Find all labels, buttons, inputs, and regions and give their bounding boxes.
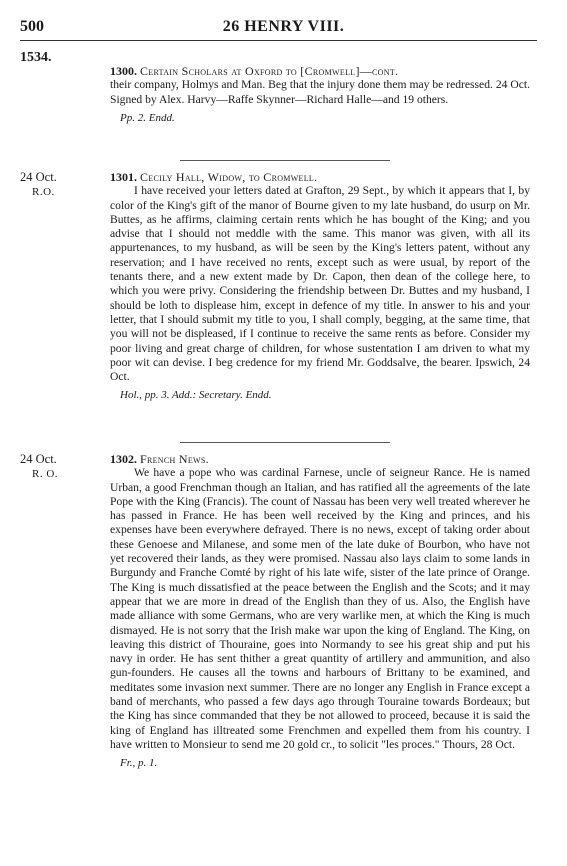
header-rule	[20, 40, 537, 41]
entry-separator	[180, 160, 390, 161]
margin-year: 1534.	[20, 50, 52, 65]
running-title: 26 HENRY VIII.	[222, 18, 345, 35]
entry-number: 1301.	[110, 170, 137, 184]
entry-text: We have a pope who was cardinal Farnese, uncle of seigneur Rance. He is named Urban, a good Frenchman though an Italian, and has ratified all the agreements of the late Pope with the King (Francis). The count of Nassau has been very well treated wherever he has passed in France. He has been well received by the King and princes, and his expenses have been everywhere defrayed. There is no news, except of taking order about these Genoese and Milanese, and some men of the late duke of Bourbon, who have not yet recovered their lands, as they were promised. Nassau also lays claim to some lands in Burgundy and Franche Comté by right of his late wife, sister of the late prince of Orange. The King is much dissatisfied at the peace between the English and the Scots; and it may appear that we are more in dread of the English than they of us. Also, the English have made alliance with some Germans, who are very warlike men, at which the King is much dismayed. He is not sorry that the Irish make war upon the king of England. The King, on leaving this district of Thouraine, goes into Normandy to see his great ship and put his navy in order. He has sent thither a great quantity of artillery and ammunition, and also gun-founders. He causes all the towns and harbours of Brittany to be examined, and meditates some invasion next summer. There are no longer any English in France except a band of merchants, who passed a few days ago through Touraine towards Bordeaux; but the King has since commanded that they be not allowed to proceed, because it is said the king of England has illtreated some Frenchmen and expelled them from his country. I have written to Monsieur to send me 20 gold cr., to solicit "les proces." Thours, 28 Oct.	[110, 466, 530, 751]
entry-1301	[110, 170, 530, 403]
margin-date: 24 Oct.	[20, 452, 57, 466]
entry-meta: Pp. 2. Endd.	[120, 111, 175, 124]
entry-1300	[110, 64, 530, 125]
entry-1302	[110, 452, 530, 771]
page-header	[0, 18, 567, 38]
page-number: 500	[20, 18, 44, 35]
entry-number: 1302.	[110, 452, 137, 466]
entry-heading	[110, 452, 530, 466]
entry-title: French News.	[140, 452, 209, 466]
margin-source: R. O.	[32, 468, 59, 480]
entry-separator	[180, 442, 390, 443]
margin-date: 24 Oct.	[20, 170, 57, 184]
entry-meta: Fr., p. 1.	[120, 757, 158, 770]
entry-heading	[110, 170, 530, 184]
entry-title: Certain Scholars at Oxford to [Cromwell]—cont.	[140, 64, 399, 78]
entry-text: I have received your letters dated at Grafton, 29 Sept., by which it appears that I, by color of the King's gift of the manor of Bourne given to my late husband, do usurp on Mr. Buttes, as he affirms, claiming certain rents which he has bought of the King; and you advise that I should not meddle with the same. This manor was given, with all its appurtenances, to my husband, as will be seen by the King's letters patent, without any reservation; and I have received no rents, except such as were usual, by report of the tenants there, and a new extent made by Dr. Capon, then dean of the college here, to which you were privy. Considering the friendship between Dr. Buttes and my husband, I should be loth to displease him, except in defence of my title. In answer to his and your letter, that I should submit my title to you, I shall comply, begging, at the same time, that you will not be displeased, if I continue to receive the same rents as before. Consider my poor living and great charge of children, for whose sustentation I am driven to what my poor wit can devise. I beg credence for my friend Mr. Goddsalve, the bearer. Ipswich, 24 Oct.	[110, 184, 530, 384]
entry-number: 1300.	[110, 64, 137, 78]
entry-heading	[110, 64, 530, 78]
entry-meta: Hol., pp. 3. Add.: Secretary. Endd.	[120, 389, 272, 402]
margin-source: R.O.	[32, 186, 55, 198]
entry-text: their company, Holmys and Man. Beg that the injury done them may be redressed. 24 Oct. Signed by Alex. Harvy—Raffe Skynner—Richard Halle—and 19 others.	[110, 78, 530, 106]
entry-title: Cecily Hall, Widow, to Cromwell.	[140, 170, 318, 184]
